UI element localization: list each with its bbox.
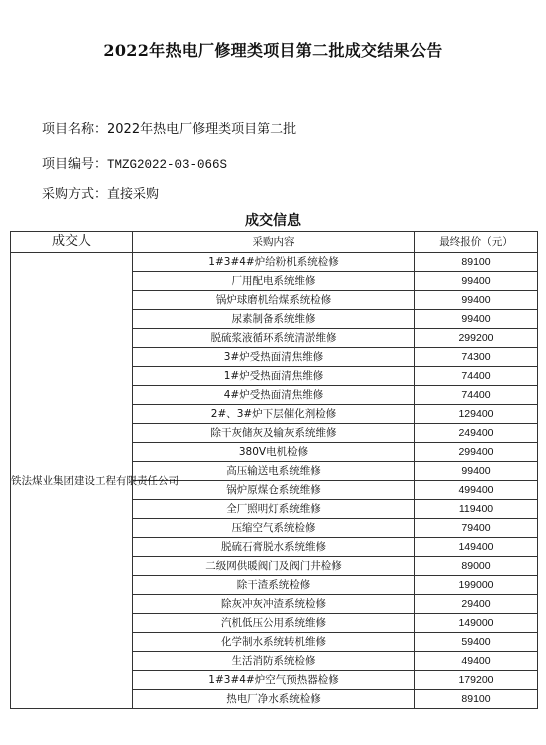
project-code-field [42, 153, 227, 172]
price-cell: 99400 [415, 462, 538, 481]
content-cell: 尿素制备系统维修 [133, 310, 415, 329]
content-cell: 脱硫石膏脱水系统维修 [133, 538, 415, 557]
price-cell: 149000 [415, 614, 538, 633]
content-cell: 1#3#4#炉空气预热器检修 [133, 671, 415, 690]
content-cell: 锅炉球磨机给煤系统检修 [133, 291, 415, 310]
content-cell: 锅炉原煤仓系统维修 [133, 481, 415, 500]
price-cell: 199000 [415, 576, 538, 595]
header-price: 最终报价（元） [415, 232, 538, 253]
price-cell: 89000 [415, 557, 538, 576]
supplier-cell: 铁法煤业集团建设工程有限责任公司 [11, 253, 133, 709]
price-cell: 119400 [415, 500, 538, 519]
table-row [11, 253, 538, 272]
price-cell: 499400 [415, 481, 538, 500]
content-cell: 高压输送电系统维修 [133, 462, 415, 481]
price-cell: 99400 [415, 272, 538, 291]
price-cell: 74400 [415, 367, 538, 386]
project-code-label: 项目编号： [42, 157, 108, 172]
project-code-value: TMZG2022-03-066S [107, 158, 228, 172]
content-cell: 除灰冲灰冲渣系统检修 [133, 595, 415, 614]
announcement-title: 2022年热电厂修理类项目第二批成交结果公告 [103, 41, 443, 60]
price-cell: 74300 [415, 348, 538, 367]
content-cell: 压缩空气系统检修 [133, 519, 415, 538]
header-supplier: 成交人 [11, 232, 133, 253]
content-cell: 热电厂净水系统检修 [133, 690, 415, 709]
price-cell: 89100 [415, 690, 538, 709]
price-cell: 89100 [415, 253, 538, 272]
price-cell: 49400 [415, 652, 538, 671]
content-cell: 3#炉受热面清焦维修 [133, 348, 415, 367]
content-cell: 化学制水系统转机维修 [133, 633, 415, 652]
content-cell: 1#炉受热面清焦维修 [133, 367, 415, 386]
content-cell: 除干渣系统检修 [133, 576, 415, 595]
price-cell: 59400 [415, 633, 538, 652]
table-body [11, 253, 538, 709]
price-cell: 179200 [415, 671, 538, 690]
price-cell: 74400 [415, 386, 538, 405]
content-cell: 2#、3#炉下层催化剂检修 [133, 405, 415, 424]
price-cell: 99400 [415, 291, 538, 310]
table-header-row [11, 232, 538, 253]
content-cell: 1#3#4#炉给粉机系统检修 [133, 253, 415, 272]
content-cell: 全厂照明灯系统维修 [133, 500, 415, 519]
price-cell: 249400 [415, 424, 538, 443]
content-cell: 除干灰储灰及输灰系统维修 [133, 424, 415, 443]
price-cell: 79400 [415, 519, 538, 538]
price-cell: 149400 [415, 538, 538, 557]
project-name-field [42, 118, 296, 137]
procurement-method-field [42, 183, 159, 202]
section-title: 成交信息 [245, 213, 301, 229]
content-cell: 380V电机检修 [133, 443, 415, 462]
price-cell: 129400 [415, 405, 538, 424]
content-cell: 生活消防系统检修 [133, 652, 415, 671]
procurement-method-label: 采购方式： [42, 187, 108, 202]
price-cell: 99400 [415, 310, 538, 329]
price-cell: 29400 [415, 595, 538, 614]
content-cell: 二级网供暖阀门及阀门井检修 [133, 557, 415, 576]
content-cell: 厂用配电系统维修 [133, 272, 415, 291]
results-table [10, 231, 538, 709]
price-cell: 299400 [415, 443, 538, 462]
procurement-method-value: 直接采购 [107, 187, 160, 202]
content-cell: 脱硫浆液循环系统清淤维修 [133, 329, 415, 348]
project-name-label: 项目名称： [42, 122, 108, 137]
project-name-value: 2022年热电厂修理类项目第二批 [107, 122, 297, 137]
content-cell: 4#炉受热面清焦维修 [133, 386, 415, 405]
price-cell: 299200 [415, 329, 538, 348]
header-content: 采购内容 [133, 232, 415, 253]
content-cell: 汽机低压公用系统维修 [133, 614, 415, 633]
